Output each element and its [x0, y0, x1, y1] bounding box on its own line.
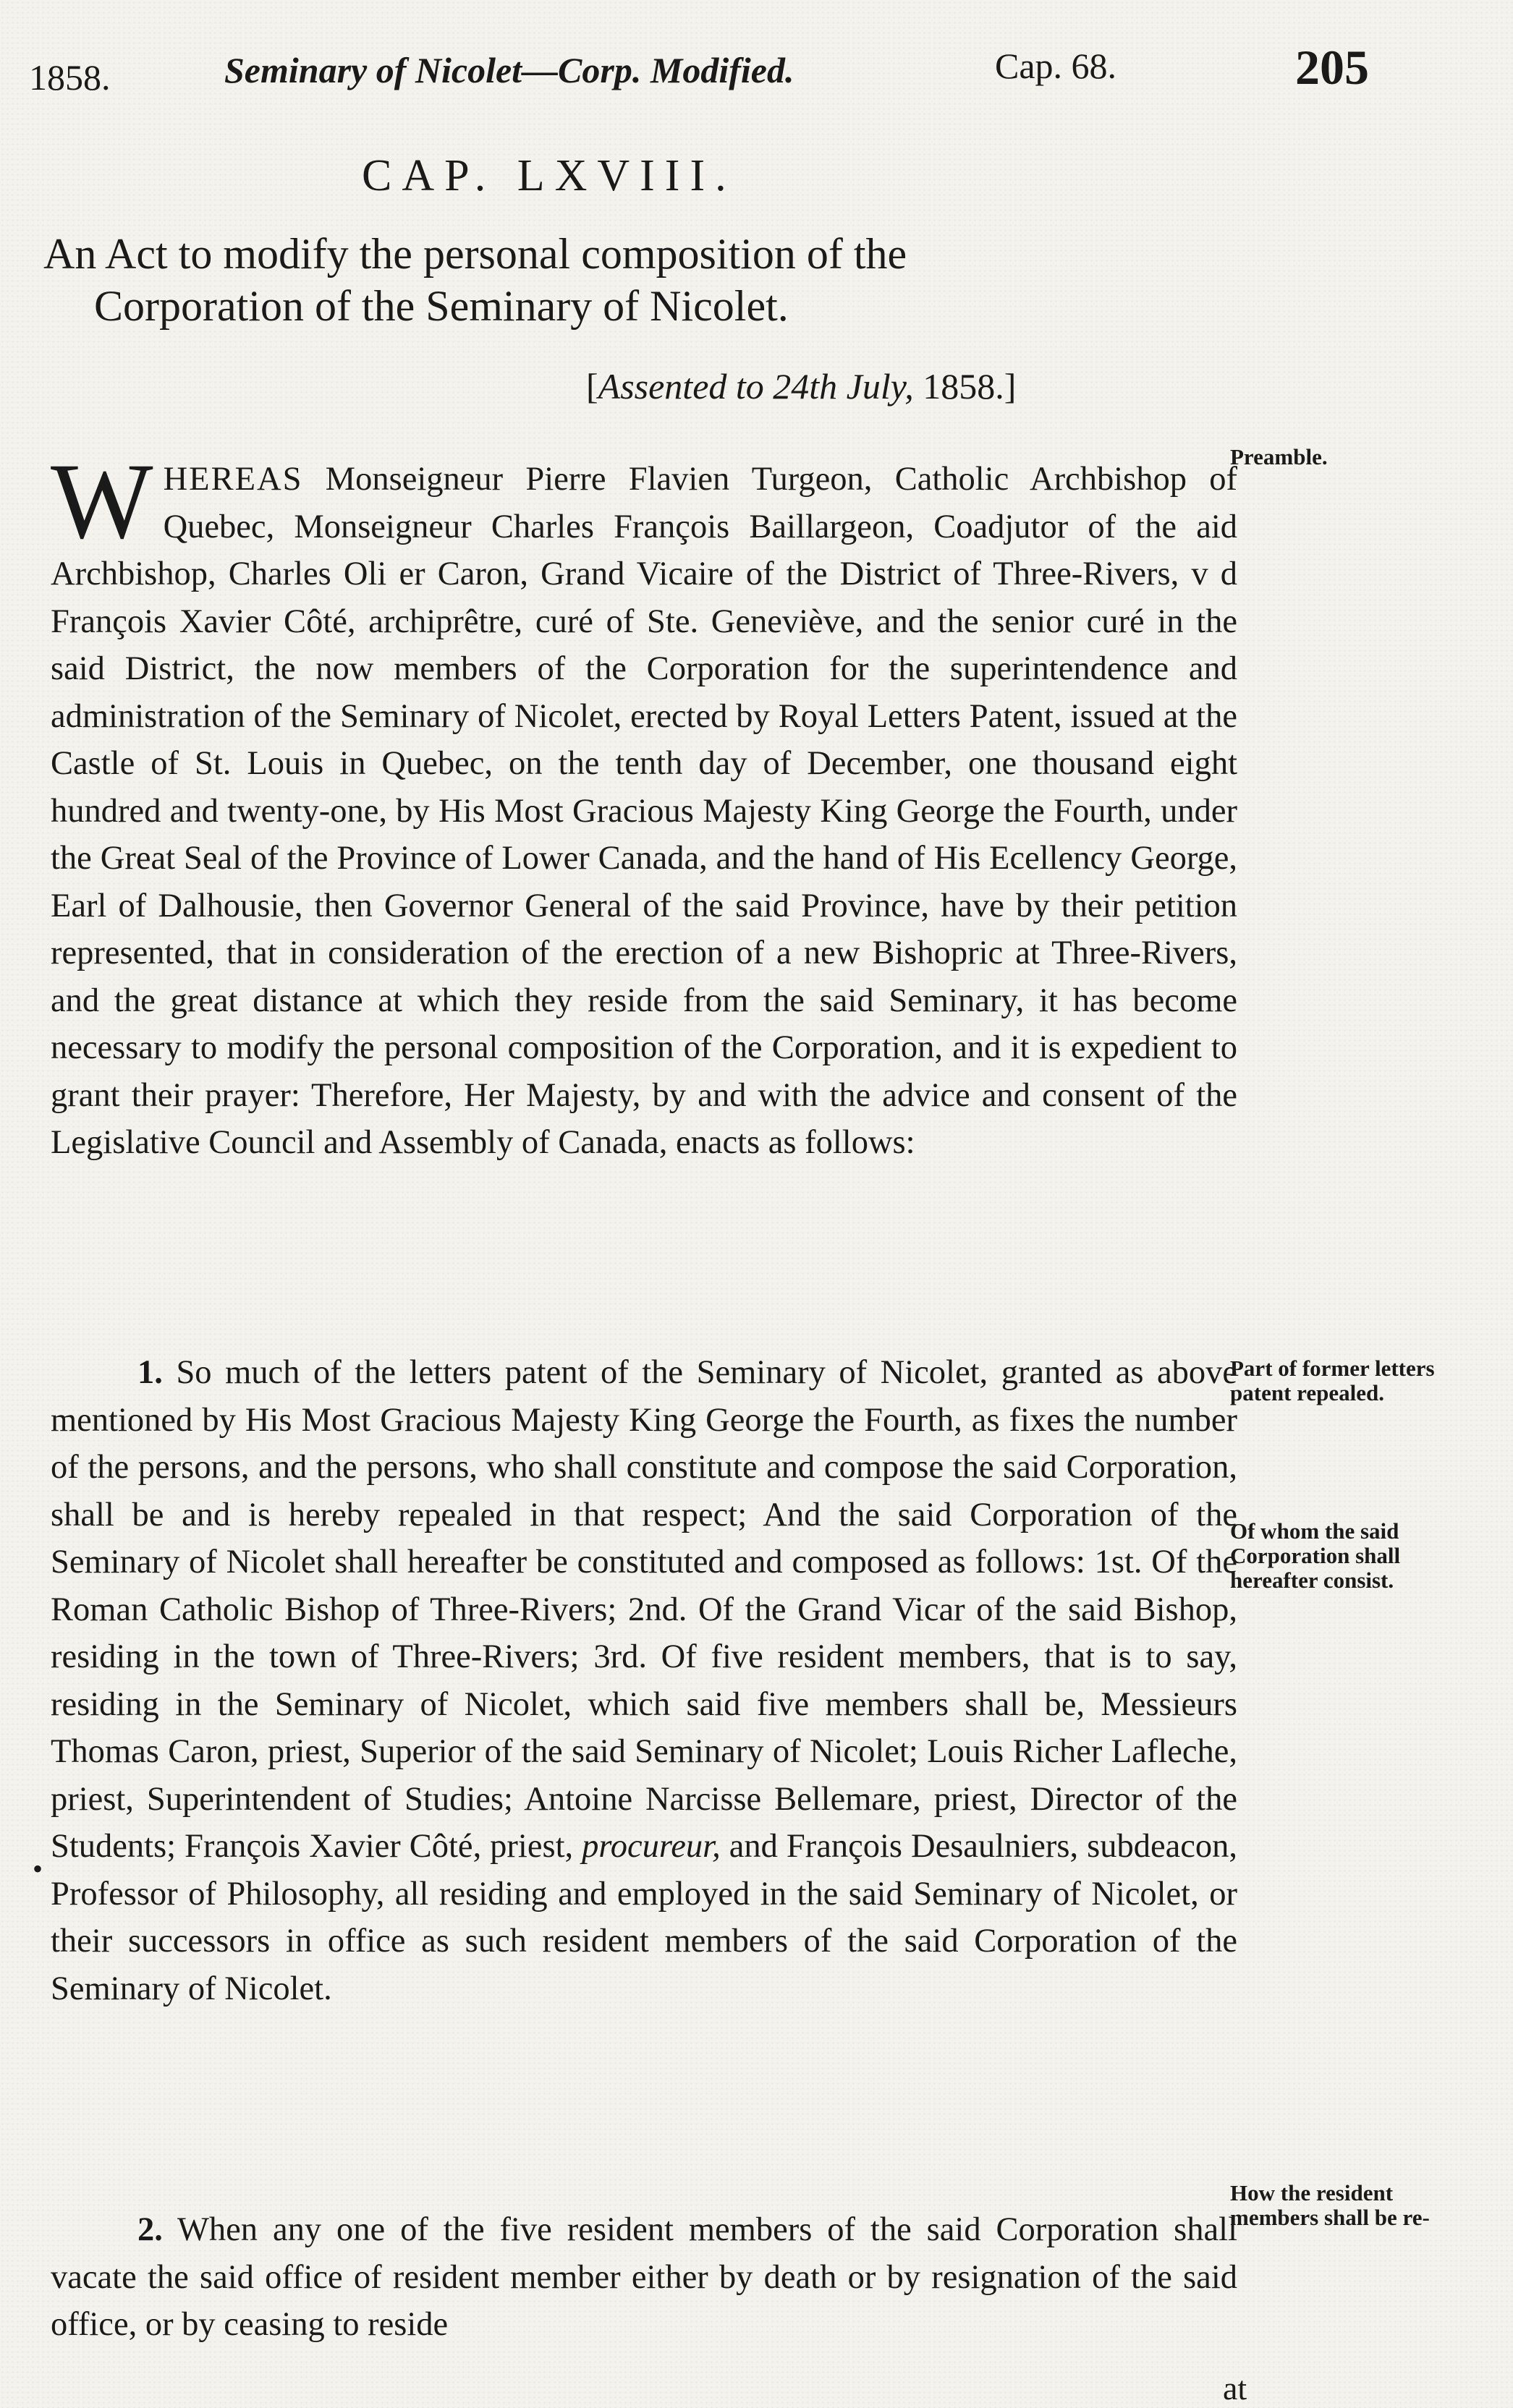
section-1-text-b: and François Desaulniers, subdeacon, Professor of Philosophy, all residing and employed in the said Seminary of Nicolet, or their successors in office as such resident members of the said Corporation of the Seminary of Nicolet. [51, 1828, 1238, 2007]
section-2-text: When any one of the five resident members of the said Corporation shall vacate the said office of resident member either by death or by resignation of the said office, or by ceasing to reside [51, 2211, 1237, 2343]
chapter-heading: CAP. LXVIII. [362, 151, 737, 200]
margin-note-preamble: Preamble. [1230, 444, 1328, 469]
preamble-lead: HEREAS [163, 461, 303, 498]
drop-cap: W [51, 441, 153, 561]
assent-year: 1858. [923, 366, 1004, 407]
header-title: Seminary of Nicolet—Corp. Modified. [224, 50, 794, 90]
section-2 [51, 2206, 1237, 2349]
running-header [29, 40, 1375, 109]
act-title [43, 228, 1216, 332]
assent-text: Assented to 24th July, [598, 366, 914, 407]
section-1-text-a: So much of the letters patent of the Seminary of Nicolet, granted as above mentioned by His Most Gracious Majesty King George the Fourth, as fixes the number of the persons, and the persons, who shall constitute and compose the said Corporation, shall be and is hereby repealed in that respect; And the said Corporation of the Seminary of Nicolet shall hereafter be constituted and composed as follows: 1st. Of the Roman Catholic Bishop of Three-Rivers; 2nd. Of the Grand Vicar of the said Bishop, residing in the town of Three-Rivers; 3rd. Of five resident members, that is to say, residing in the Seminary of Nicolet, which said five members shall be, Messieurs Thomas Caron, priest, Superior of the said Seminary of Nicolet; Louis Richer Lafleche, priest, Superintendent of Studies; Antoine Narcisse Bellemare, priest, Director of the Students; François Xavier Côté, priest, [51, 1354, 1238, 1865]
section-1-number: 1. [137, 1354, 163, 1391]
section-1-italic: procureur, [582, 1828, 721, 1865]
margin-note-replacement: How the resident members shall be re- [1230, 2180, 1430, 2230]
section-2-number: 2. [137, 2211, 163, 2248]
catchword: at [1223, 2370, 1247, 2407]
margin-note-repealed: Part of former letters patent repealed. [1230, 1356, 1435, 1405]
page-number: 205 [1295, 40, 1369, 95]
header-year: 1858. [29, 57, 111, 98]
preamble-text: Monseigneur Pierre Flavien Turgeon, Catholic Archbishop of Quebec, Monseigneur Charles François Baillargeon, Coadjutor of the aid Archbishop, Charles Oli er Caron, Grand Vicaire of the District of Three-Rivers, v d François Xavier Côté, archiprêtre, curé of Ste. Geneviève, and the senior curé in the said District, the now members of the Corporation for the superintendence and administration of the Seminary of Nicolet, erected by Royal Letters Patent, issued at the Castle of St. Louis in Quebec, on the tenth day of December, one thousand eight hundred and twenty-one, by His Most Gracious Majesty King George the Fourth, under the Great Seal of the Province of Lower Canada, and the hand of His Ecellency George, Earl of Dalhousie, then Governor General of the said Province, have by their petition represented, that in consideration of the erection of a new Bishopric at Three-Rivers, and the great distance at which they reside from the said Seminary, it has become necessary to modify the personal composition of the Corporation, and it is expedient to grant their prayer: Therefore, Her Majesty, by and with the advice and consent of the Legislative Council and Assembly of Canada, enacts as follows: [51, 461, 1238, 1161]
act-title-line-1: An Act to modify the personal composition of the [43, 230, 907, 278]
preamble-paragraph [51, 441, 1238, 1167]
stray-mark: • [33, 1852, 43, 1885]
header-chapter: Cap. 68. [995, 46, 1117, 86]
assent-date: [Assented to 24th July, 1858.] [586, 366, 1017, 407]
section-1 [51, 1349, 1237, 2012]
margin-note-composition: Of whom the said Corporation shall hereafter consist. [1230, 1518, 1401, 1593]
act-title-line-2: Corporation of the Seminary of Nicolet. [94, 282, 789, 330]
